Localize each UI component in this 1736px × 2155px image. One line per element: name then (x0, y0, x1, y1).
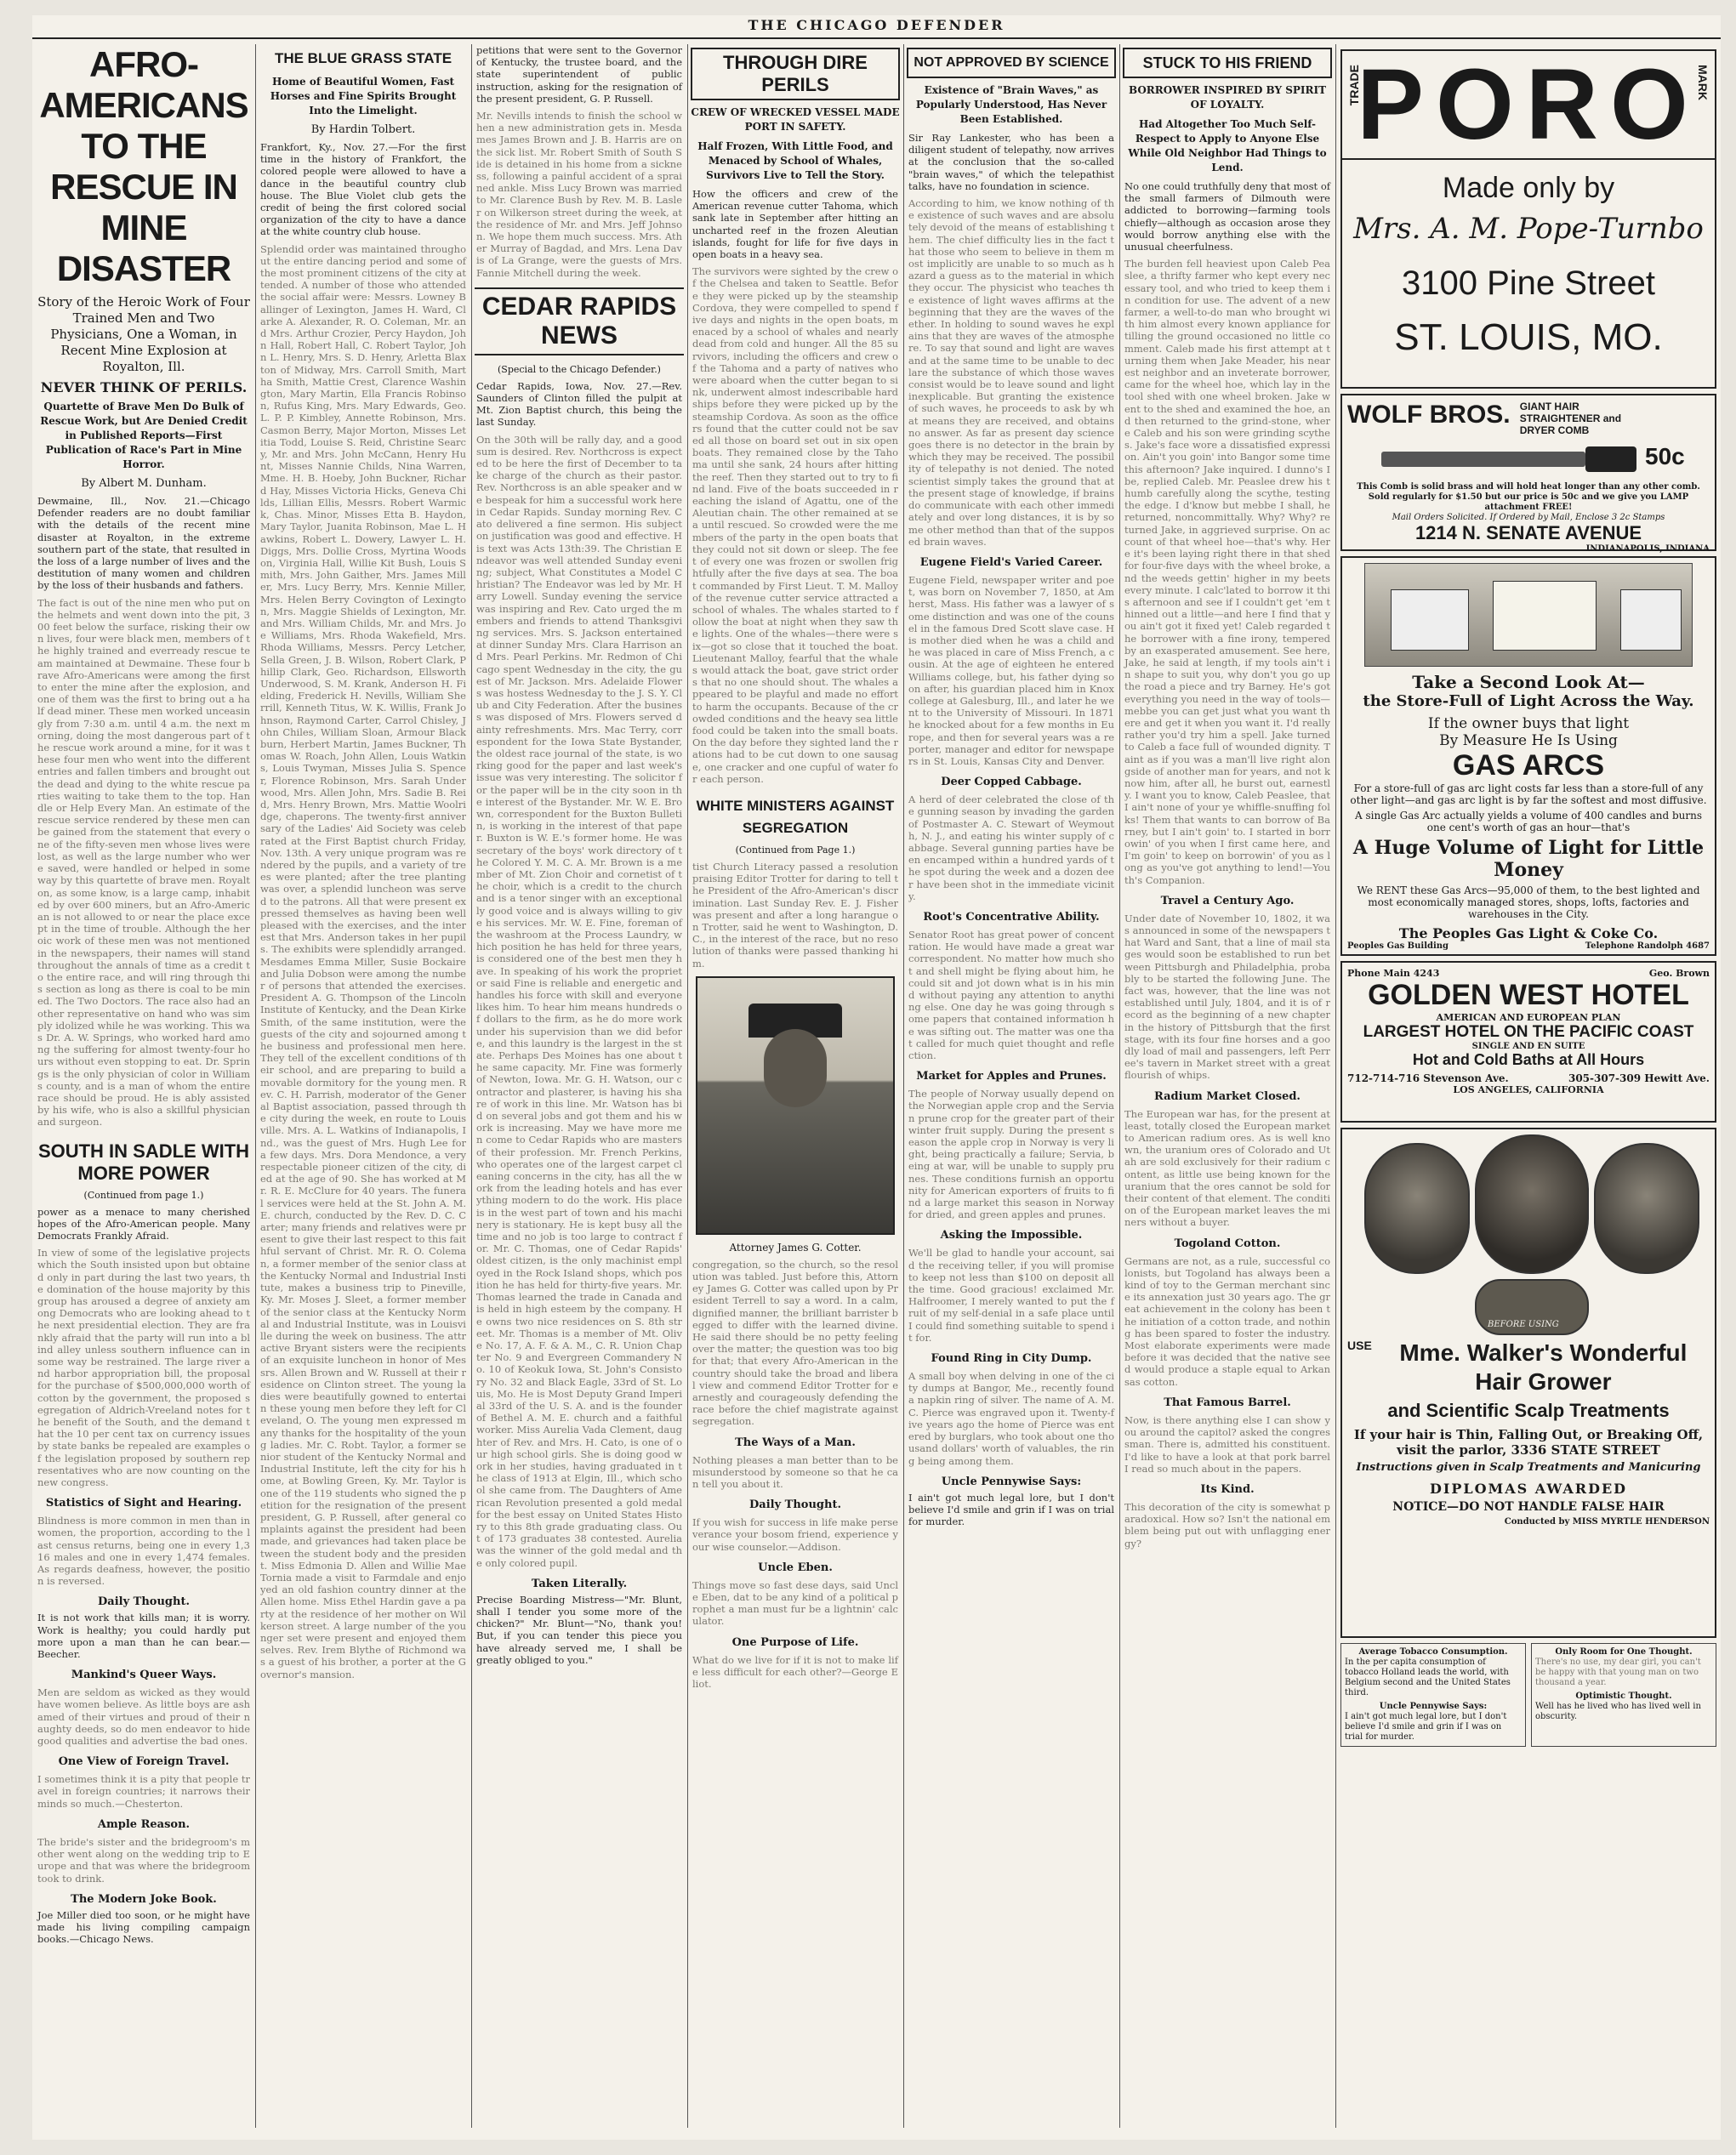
wolf-bros-name: WOLF BROS. (1347, 401, 1511, 429)
comb-illustration (1347, 440, 1710, 479)
headline-line-1: AFRO-AMERICANS (39, 44, 248, 125)
hotel-plan: AMERICAN AND EUROPEAN PLAN (1436, 1012, 1621, 1023)
hotel-name: GOLDEN WEST HOTEL (1368, 979, 1689, 1011)
daily-thought-heading: Daily Thought. (98, 1595, 190, 1609)
walker-title: Mme. Walker's Wonderful Hair Grower (1399, 1339, 1688, 1395)
masthead: THE CHICAGO DEFENDER (32, 15, 1721, 39)
root-text: Senator Root has great power of concentration. He would have made a great war correspondent. No matter how much shot and shell might be flying about him, he could sit and jot down what is in his mind without paying any attention to anything else. One day he was going through some papers that contained information he was sifting out. The matter was one that called for much quiet thought and reflection. (908, 928, 1114, 1062)
hotel-largest: LARGEST HOTEL ON THE PACIFIC COAST (1363, 1023, 1694, 1041)
uncle-eben-text: Things move so fast dese days, said Uncle Eben, dat to be any kind of a political prophet a man must fur be a lightnin' calculator. (692, 1578, 898, 1628)
hotel-address-1: 712-714-716 Stevenson Ave. (1347, 1072, 1509, 1084)
subhead: NEVER THINK OF PERILS. (40, 379, 248, 395)
dire-perils-deck: CREW OF WRECKED VESSEL MADE PORT IN SAFETY. (691, 106, 900, 133)
column-6 (1123, 44, 1332, 2128)
ads-bottom-shorts (1340, 1643, 1716, 1747)
trade-label: TRADE (1347, 65, 1361, 106)
hotel-phone: Phone Main 4243 (1347, 968, 1440, 979)
wolf-bros-ad (1340, 394, 1716, 554)
stuck-friend-subdeck: Had Altogether Too Much Self-Respect to Apply to Anyone Else While Old Neighbor Had Things to Lend. (1128, 118, 1327, 173)
gas-line-4: By Measure He Is Using (1439, 732, 1618, 749)
hotel-address-2: 305-307-309 Hewitt Ave. (1568, 1072, 1710, 1084)
cedar-rapids-headline: CEDAR RAPIDS NEWS (475, 287, 684, 355)
asking-impossible-text: We'll be glad to handle your account, said the receiving teller, if you will promise to keep not less than $100 on deposit all the time. Good gracious! exclaimed Mr. Halfroomer, I merely wanted to put the fruit of my self-denial in a safe place until I could find something suitable to spend it for. (908, 1247, 1114, 1344)
dire-perils-headline: THROUGH DIRE PERILS (691, 48, 900, 100)
asking-impossible-heading: Asking the Impossible. (940, 1229, 1083, 1242)
dire-perils-subdeck: Half Frozen, With Little Food, and Menaced by School of Whales, Survivors Live to Tell the Story. (697, 140, 893, 181)
stuck-friend-deck: BORROWER INSPIRED BY SPIRIT OF LOYALTY. (1128, 84, 1327, 111)
taken-literally-heading: Taken Literally. (531, 1577, 628, 1590)
walker-portraits (1347, 1134, 1710, 1339)
wolf-address: 1214 N. SENATE AVENUE (1414, 522, 1642, 543)
mark-label: MARK (1696, 65, 1710, 100)
petitions-body: Mr. Nevills intends to finish the school when a new administration gets in. Mesdames James Brown and J. B. Harris are on the sick list. Mr. Robert Smith of South Side is detained in his home from a sickness, following a painful accident of a sprained ankle. Miss Lucy Brown was married to Mr. Clarence Bush by Rev. M. B. Lasler on Wilkerson street during the week, at the residence of Mr. and Mrs. Jeff Johnson. We hope them much success. Mrs. Ather Murray of Bagdad, and Mrs. Lena Davis of La Grange, were the guests of Mrs. Fannie Mitchell during the week. (476, 110, 682, 279)
travel-century-text: Under date of November 10, 1802, it was announced in some of the newspapers that Ward and Sant, that a line of mail stages would soon be established to run between Pittsburgh and Philadelphia, probably to be started the following June. The fact was, however, that the line was not established until July, 1804, and it is of record as the beginning of a new chapter in the history of Pittsburgh that the first stage, with its four fine horses and a goodly load of mail and passengers, left Perree's tavern in Market street with a great flourish of whips. (1124, 912, 1330, 1082)
dire-perils-lead: How the officers and crew of the American revenue cutter Tahoma, which sank late in September after hitting an uncharted reef in the frozen Aleutian islands, fought for life for five days in open boats in a heavy sea. (692, 188, 898, 261)
gas-line-3: If the owner buys that light (1427, 715, 1630, 732)
daily-thought-2-heading: Daily Thought. (749, 1498, 841, 1512)
radium-text: The European war has, for the present at least, totally closed the European market to American radium ores. As is well known, the uranium ores of Colorado and Utah are sold exclusively for their radium content, as little use being known for the uranium that the ores cannot be sold for their content of that element. The condition of the European market leaves the miners without a buyer. (1124, 1107, 1330, 1229)
gas-building: Peoples Gas Building (1347, 941, 1449, 951)
section-2-note: (Continued from page 1.) (83, 1189, 204, 1201)
root-heading: Root's Concentrative Ability. (923, 910, 1100, 924)
science-headline: NOT APPROVED BY SCIENCE (907, 48, 1116, 78)
walker-conducted: Conducted by MISS MYRTLE HENDERSON (1504, 1517, 1710, 1527)
attorney-portrait-photo (696, 976, 895, 1235)
science-lead: Sir Ray Lankester, who has been a diligent student of telepathy, now arrives at the conclusion that the so-called "brain waves," of which the telepathist talks, have no foundation in science. (908, 132, 1114, 192)
tobacco-text: In the per capita consumption of tobacco Holland leads the world, with Belgium second and the United States third. (1345, 1657, 1511, 1697)
poro-street: 3100 Pine Street (1402, 264, 1655, 302)
article-lead: Dewmaine, Ill., Nov. 21.—Chicago Defender readers are no doubt familiar with the details of the recent mine disaster at Royalton, in the extreme southern part of the state, that resulted in the loss of a large number of lives and the destitution of many women and children by the loss of their husbands and fathers. (37, 495, 250, 592)
uncle-eben-heading: Uncle Eben. (758, 1561, 833, 1574)
wolf-orders: Mail Orders Solicited. If Ordered by Mail, Enclose 3 2c Stamps (1392, 513, 1665, 522)
poro-made-by: Made only by (1442, 172, 1615, 204)
section-2-lead: power as a menace to many cherished hopes of the Afro-American people. Many Democrats Frankly Afraid. (37, 1205, 250, 1242)
one-thought-heading: Only Room for One Thought. (1555, 1647, 1693, 1657)
gas-phone: Telephone Randolph 4687 (1585, 941, 1710, 951)
cedar-rapids-note: (Special to the Chicago Defender.) (498, 363, 661, 375)
wolf-bros-tag: GIANT HAIR STRAIGHTENER and DRYER COMB (1519, 401, 1622, 436)
optimistic-text: Well has he lived who has lived well in obscurity. (1535, 1702, 1701, 1721)
photo-caption: Attorney James G. Cotter. (729, 1241, 862, 1254)
ways-of-man-heading: The Ways of a Man. (735, 1436, 856, 1449)
ring-dump-text: A small boy when delving in one of the city dumps at Bangor, Me., recently found a napkin ring of silver. The name of A. M. C. Pierce was engraved upon it. Twenty-five years ago the home of Pierce was entered by burglars, who took about one thousand dollars' worth of valuables, the ring being among them. (908, 1370, 1114, 1467)
cedar-rapids-body: On the 30th will be rally day, and a good sum is desired. Rev. Northcross is expected to be here the first of December to take charge of the church as their pastor. Rev. Northcross is an able speaker and we bespeak for him a successful work here in Cedar Rapids. Sunday morning Rev. Cato delivered a fine sermon. His subject on justification was good and effective. His text was Acts 13th:39. The Christian Endeavor was well attended Sunday evening; subject, What Constitutes a Model Christian? The Endeavor was led by Mr. Harry Lowell. Sunday evening the service was inspiring and Rev. Cato urged the members and friends to attend Thanksgiving services. Mrs. S. Jackson entertained at dinner Sunday Mrs. Clara Harrison and Mrs. Pearl Perkins. Mr. Redmon of Chicago spent Wednesday in the city, the guest of Mr. Jackson. Mrs. Adelaide Flowers was hostess Wednesday to the J. S. Y. Club and City Federation. After the business was disposed of Mrs. Flowers served dainty refreshments. Mrs. Mac Terry, correspondent for the Iowa State Bystander, the oldest race journal of the state, is working good for the paper and last week's issue was very interesting. The solicitor for the paper will be in the city soon in the interest of the Bystander. Mr. W. E. Brown, correspondent for the Buxton Bulletin, is working in the interest of that paper. Buxton is W. E.'s former home. He was secretary of the boys' work directory of the Colored Y. M. C. A. Mr. Brown is a member of Mt. Zion Choir and cornetist of the choir, which is a credit to the church and is a tenor singer with an exceptionally good voice and is always willing to give his services. Mr. W. E. Fine, foreman of the washroom at the Process Laundry, which position he has held for three years, is considered one of the best men they have. In speaking of his work the proprietor said Fine is reliable and energetic and handles his force with skill and everyone likes him. To hear him means hundreds of dollars to the firm, as he do more work under his supervision than we did before, and this laundry is the largest in the state. Perhaps Des Moines has one about the same capacity. Mr. Fine was formerly of Newton, Iowa. Mr. G. H. Watson, our contractor and plasterer, is having his share of work in this line. Mr. Watson has bid on several jobs and got them and his work is increasing. May we have more men come to Cedar Rapids who are masters of their profession. Mr. French Perkins, who operates one of the largest carpet cleaning concerns in the city, has all the work from the leading hotels and has everything modern to do the work. His place is in the west part of town and his machinery is stationary. He is kept busy all the time and no job is too large to contract for. Mr. C. Thomas, one of Cedar Rapids' oldest citizen, is the only machinist employed in the Rock Island shops, which position he has held for thirty-five years. Mr. Thomas learned the trade in Canada and is held in high esteem by the company. He owns two nice residences on S. 8th street. Mr. Thomas is a member of Mt. Olive No. 17, A. F. & A. M., C. R. Union Chapter No. 9 and Evergreen Commandery No. 10 of Keokuk Iowa, St. John's Consistory No. 32 and Black Eagle, 33rd of St. Louis, Mo. He is Most Deputy Grand Imperial 33rd of the U. S. A. and is the founder of Bethel A. M. E. church and a faithful worker. Miss Aurelia Vada Clement, daughter of Rev. and Mrs. H. Cato, is one of our high school girls. She is doing good work in her studies, having graduated in the class of 1913 at Elgin, Ill., which school she came from. The Daughters of American Revolution presented a gold medal for the best essay on United States History to this 8th grade graduating class. Out of 173 graduates 38 contested. Aurelia was the winner of the gold medal and the only colored pupil. (476, 433, 682, 1569)
one-thought-text: There's no use, my dear girl, you can't be happy with that young man on two thousand a year. (1535, 1657, 1701, 1687)
science-deck: Existence of "Brain Waves," as Popularly Understood, Has Never Been Established. (915, 84, 1107, 125)
segregation-headline: WHITE MINISTERS AGAINST SEGREGATION (696, 797, 895, 836)
mme-walker-ad (1340, 1128, 1716, 1638)
poro-signature: Mrs. A. M. Pope-Turnbo (1353, 212, 1704, 246)
stuck-friend-lead: No one could truthfully deny that most of the small farmers of Dilmouth were addicted to borrowing—farming tools chiefly—although as occasion arose they would borrow anything else with the unusual cheerfulness. (1124, 180, 1330, 253)
portrait-face (764, 1029, 827, 1107)
storefront-illustration (1364, 563, 1693, 667)
column-2 (259, 44, 468, 2128)
its-kind-text: This decoration of the city is somewhat paradoxical. How so? Isn't the national emblem being put out with unflagging energy? (1124, 1500, 1330, 1549)
walker-instructions: Instructions given in Scalp Treatments and Manicuring (1356, 1461, 1701, 1474)
bluegrass-headline: THE BLUE GRASS STATE (274, 50, 452, 66)
cedar-rapids-lead: Cedar Rapids, Iowa, Nov. 27.—Rev. Saunders of Clinton filled the pulpit at Mt. Zion Baptist church, this being the last Sunday. (476, 379, 682, 429)
byline: By Albert M. Dunham. (81, 477, 207, 490)
article-body-text: The fact is out of the nine men who put on the helmets and went down into the pit, 300 feet below the surface, risking their own lives, four were black men, members of the highly trained and everready rescue team maintained at Dewmaine. These four brave Afro-Americans were among the first to enter the mine after the explosion, and one of them was the first to bring out a half dead miner. These men worked unceasingly from 7:30 a.m. until 4 a.m. the next morning, doing the most dangerous part of the rescue work around a mine, for it was these four men who went into the different entries and fallen timbers and brought out the dead and dying to the white rescue parties waiting to take them to the top. Handle or Help Every Man. An estimate of the rescue service rendered by these men can be gained from the statement that every one of the fifty-seven men whose lives were lost, as well as the large number who were saved, were handled or helped in some way by this quartette of brave men. Royalton, as some know, is a large camp, inhabited by over 600 miners, but an Afro-American is not allowed to or near the place except in the time of trouble. Although the heroic work of these men was not mentioned in the newspapers, their names will stand throughout the annals of time as a credit to the entire race, and will ring through this section as long as there is coal to be mined. The Two Doctors. The race also had another representative on hand who was simply idolized while he was working. This was Dr. A. W. Springs, who worked hard among the suffering for almost twenty-four hours without even stopping to eat. Dr. Springs is the only physician of color in Williams county, and is a man of whom the entire race should be proud. He is ably assisted by his wife, who is also a skillful physician and surgeon. (37, 596, 250, 1129)
daily-thought-text: It is not work that kills man; it is worry. Work is healthy; you could hardly put more upon a man than he can bear.—Beecher. (37, 1612, 250, 1661)
section-2-body: In view of some of the legislative projects which the South insisted upon but obtained only in part during the last two years, the domination of the house majority by this group has aroused a degree of anxiety among Democrats who are looking ahead to the next presidential election. They are frankly afraid that the party will run into a blind alley unless southern influence can in some way be restrained. The large river and harbor appropriation bill, the proposal for the purchase of $500,000,000 worth of cotton by the government, the proposed segregation of Aldrich-Vreeland notes for the benefit of the South, and the demand that the 10 per cent tax on currency issues by state banks be repealed are examples of the legislation proposed by southern representatives who are now counting on the new congress. (37, 1247, 250, 1489)
segregation-body: tist Church Literacy passed a resolution praising Editor Trotter for daring to tell the President of the Afro-American's discrimination. Last Sunday Rev. E. J. Fisher was present and after a long harangue on Trotter, said he went to Washington, D. C., in the interest of the race, but no resolution of thanks were passed thanking him. (692, 860, 898, 969)
famous-barrel-text: Now, is there anything else I can show you around the capitol? asked the congressman. There is, admitted his constituent. I'd like to have a look at that pork barrel I read so much about in the papers. (1124, 1413, 1330, 1475)
walker-diplomas: DIPLOMAS AWARDED (1429, 1481, 1628, 1497)
comb-price: 50c (1645, 443, 1685, 469)
radium-heading: Radium Market Closed. (1154, 1089, 1301, 1103)
apples-prunes-heading: Market for Apples and Prunes. (916, 1070, 1107, 1083)
bluegrass-deck: Home of Beautiful Women, Fast Horses and Fine Spirits Brought Into the Limelight. (270, 76, 457, 117)
eugene-field-text: Eugene Field, newspaper writer and poet, was born on November 7, 1850, at Amherst, Mass. His father was a lawyer of some distinction and was one of the counsel in the famous Dred Scott slave case. His mother died when he was a child and he was placed in care of Miss French, a cousin. At the age of eighteen he entered Williams college, but, his father dying soon after, his guardian placed him in Knox college at Galesburg, Ill., and later he went to the University of Missouri. In 1871 he knocked about for a few months in Europe, and then for several years was a reporter, manager and editor for newspapers in St. Louis, Kansas City and Denver. (908, 573, 1114, 767)
optimistic-heading: Optimistic Thought. (1575, 1692, 1672, 1701)
column-3 (475, 44, 684, 2128)
headline-line-3: MINE DISASTER (56, 208, 231, 288)
deer-cabbage-heading: Deer Copped Cabbage. (941, 776, 1082, 789)
dire-perils-body: The survivors were sighted by the crew of the Chelsea and taken to Seattle. Before they were picked up by the steamship Cordova, they were compelled to spend five days and nights in the open boats, menaced by a school of whales and nearly dead from cold and hunger. All the 85 survivors, including the officers and crew of the Tahoma and a party of natives who were aboard when the cutter began to sink, underwent almost indescribable hardships before they were picked up by the steamship Cordova. As soon as the officers found that the cutter could not be saved all those on board set out in six open boats. They remained close by the Tahoma until she sank, 24 hours after hitting the reef. Then they started out to try to find land. Five of the boats succeeded in reaching the island of Agattu, one of the Aleutian chain. The other remained at sea until rescued. So crowded were the members of the party in the open boats that they could not sit down or sleep. The feet of every one was frozen or swollen frightfully after the five days at sea. The boat commanded by First Lieut. T. M. Malloy of the revenue cutter service attracted a school of whales. The whales started to follow the boat at night when they saw the lights. One of the whales—there were six—got so close that it touched the boat. Lieutenant Malloy, fearful that the whales would attack the boat, gave strict orders that no one should shout. The whales appeared to be playful and made no effort to harm the occupants. Because of the crowded conditions and the heavy sea little food could be taken into the small boats. On the day before they sighted land the rations had to be cut down to one sausage, one cracker and one cupful of water for each person. (692, 265, 898, 785)
column-5 (907, 44, 1116, 2128)
hotel-suite: SINGLE AND EN SUITE (1471, 1042, 1585, 1051)
section-2-headline: SOUTH IN SADLE WITH MORE POWER (37, 1140, 250, 1184)
joke-book-text: Joe Miller died too soon, or he might have made his living compiling campaign books.—Chicago News. (37, 1908, 250, 1946)
column-1 (36, 44, 252, 2128)
joke-book-heading: The Modern Joke Book. (71, 1892, 217, 1906)
newspaper-page (32, 15, 1721, 2140)
mankind-heading: Mankind's Queer Ways. (71, 1669, 217, 1682)
science-body: According to him, we know nothing of the existence of such waves and are absolutely devoid of the means of establishing them. The chief difficulty lies in the fact that those who seem to believe in them most implicitly are unable to so much as hazard a guess as to the material in which they occur. The physicist who teaches the existence of light waves affirms at the beginning that they are the waves of the ether. In holding to sound waves he explains that they are waves of the atmosphere. To say that sound and light are waves and at the same time to be unable to declare the substance of which those waves consist would be to leave sound and light inexplicable. But granting the existence of such waves, he proceeds to ask by what means they are received, and obtains no answer. As far as present day science goes there is no detector in the brain by which they may be received. The possibility of telepathy is not denied. The noted scientist simply takes the ground that at the present stage of knowledge, if brains do communicate with each other immediately and over long distances, it is by some other method than that of the supposed brain waves. (908, 197, 1114, 548)
mankind-text: Men are seldom as wicked as they would have women believe. As little boys are ashamed of their virtues and proud of their naughty deeds, so do men endeavor to hide good qualities and advertise the bad ones. (37, 1686, 250, 1748)
stuck-friend-body: The burden fell heaviest upon Caleb Peaslee, a thrifty farmer who kept every necessary tool, and who tried to keep them in condition for use. The advent of a new farmer, a well-to-do man who brought with him almost every known appliance for tilling the ground occasioned no little comment. Caleb made his first attempt at turning them when Jake Meader, his nearest neighbor and an inveterate borrower, came for the wheel hoe, which lay in the tool shed with one wheel broken. Jake went to the shed and examined the hoe, and then returned to the grind-stone, where Caleb and his son were grinding scythes. Jake's face wore a dissatisfied expression. Ain't you goin' into Bangor some time this afternoon? Jake inquired. I dunno's I be, replied Caleb. Mr. Peaslee drew his thumb carefully along the scythe, testing the edge. I d'know but mebbe I shall, he returned, noncommittally. Why? Why? returned Jake, in aggrieved surprise. On account of that wheel hoe—that's why. Here it's been laying right there in that shed for four-five days with the wheel broke, and the weeds gettin' higher in my beets every minute. I calc'lated to borrow it this afternoon and see if I couldn't get 'em thinned out a little—and here I find that you ain't got it fixed yet! Caleb regarded the borrower with a fine irony, tempered by an exasperated amusement. See here, Jake, he said at length, if my tools ain't in shape to suit you, why don't you go up the road a piece and try Barney. He's got everything you need in the way of tools—mebbe you can get just what you want there and get it when you want it. I'd really rather you'd try him a spell. Jake turned to Caleb a face full of wounded dignity. Taint as if you was a man'll live right alongside of another man for years, and not know him, after all, he burst out, earnestly. I want you to know, Caleb Peaslee, that I ain't none of your ye whiffle-snuffing folks! Them that wants to can borrow of Barney, but I ain't goin' to. I started in borrowin' of you when I first came here, and I'm goin' to keep on borrowin' of you as long as you've got anything to lend!—Youth's Companion. (1124, 258, 1330, 886)
hotel-city: LOS ANGELES, CALIFORNIA (1453, 1084, 1604, 1095)
foreign-travel-heading: One View of Foreign Travel. (58, 1755, 230, 1769)
bluegrass-lead: Frankfort, Ky., Nov. 27.—For the first time in the history of Frankfort, the colored people were allowed to have a dance in the beautiful country club house. The Blue Violet club gets the credit of being the first colored social organization of the city to have a dance at the white country club house. (260, 141, 466, 238)
gas-copy: For a store-full of gas arc light costs far less than a store-full of any other light—and gas arc light is by far the softest and most diffusive. (1350, 782, 1707, 806)
gas-line-2: the Store-Full of Light Across the Way. (1363, 692, 1694, 710)
uncle-pennywise-2-text: I ain't got much legal lore, but I don't believe I'd smile and grin if I was on trial for murder. (1345, 1712, 1507, 1742)
wolf-city: INDIANAPOLIS, INDIANA (1585, 544, 1710, 554)
foreign-travel-text: I sometimes think it is a pity that people travel in foreign countries; it narrows their minds so much.—Chesterton. (37, 1773, 250, 1810)
bluegrass-body: Splendid order was maintained throughout the entire dancing period and some of the most prominent citizens of the city attended. A number of those who attended the social affair were: Messrs. Lowney Ballinger of Lexington, James H. Ward, Clarke A. Alexander, R. O. Coleman, Mr. and Mrs. Arthur Crozier, Percy Haydon, John Hall, Robert Hall, C. Robert Taylor, John L. Henry, Mrs. S. D. Henry, Arletta Blaxton of Midway, Mrs. Carroll Smith, Martha Smith, Mattie Crest, Clarence Washington, Mary Martin, Ella Francis Robinson, Rufus King, Mrs. Mary Edwards, Geo. L. P. P. Kimbley, Annette Robinson, Mrs. Casmon Berry, Major Morton, Misses Letitia Todd, Louise S. Reid, Christine Searcy, Mr. and Mrs. John McCann, Henry Hunt, Misses Nannie Childs, Nina Warren, Mme. H. B. Hoeby, John Buckner, Richard Hay, Misses Victoria Hicks, Geneva Childs, Lillian Ellis, Messrs. Robert Warmick, Chas. Minor, Misses Etta B. Haydon, Mary Taylor, Juanita Robinson, Mae L. Hawkins, Robert L. Dowery, Lawyer L. H. Diggs, Mrs. Dollie Cross, Myrtina Woodson, Virginia Hall, Willie Kit Bush, Louis Smith, Mrs. John Gaither, Mrs. James Miller, Mrs. Lucy Berry, Mrs. Kennie Miller, Mrs. Helen Berry Covington of Lexington, Mrs. Maggie Shields of Lexington, Mr. and Mrs. William Childs, Mr. and Mrs. Joe Williams, Mrs. Rhoda Wakefield, Mrs. Rhoda Williams, Messrs. Percy Letcher, Sella Green, J. B. Wilson, Robert Clark, Phillip Clark, Geo. Richardson, Ellsworth Underwood, S. M. Krank, Anderson H. Fielding, Frederick H. Nevills, William Sherrill, Kenneth Titus, W. K. Willis, Frank Johnson, Raymond Carter, Carrol Chisley, John Chiles, William Sloan, Armour Blackburn, Herbert Martin, James Buckner, Thomas W. Roach, John Allen, Louis Watkins, Louis Twyman, Misses Julia S. Spencer, Florence Robinson, Mrs. Sarah Underwood, Mrs. Allen John, Mrs. Sadie B. Reid, Mrs. Henry Brown, Mrs. Mattie Woolridge, chaperons. The twenty-first anniversary of the Ladies' Aid Society was celebrated at the First Baptist church Friday, Nov. 13th. A very unique program was rendered by the pupils, and a variety of trees were planted; after the tree planting was over, a splendid luncheon was served to the patrons. All that were present expressed themselves as having been well pleased with the exercises, and the interest that Mrs. Anderson takes in her pupils. The exhibits were splendidly arranged. Mesdames Emma Miller, Susie Bockaire and Julia Dobson were among the number of persons that attended the exercises. President A. G. Thompson of the Lincoln Institute of Kentucky, and the Dean Kirke Smith, of the same institution, were the guests of the city and sojourned among the business and professional men here. They tell of the excellent conditions of their school, and are preparing to build a movable dormitory for the young men. Rev. C. H. Parrish, moderator of the General Baptist association, passed through the city during the week, en route to Louisville. Mrs. A. L. Watkins of Indianapolis, Ind., was the guest of Mrs. Hugh Lee for a few days. Mrs. Dora Mendonce, a very respectable pioneer citizen of the city, died at the age of 90. She has worked at Mr. R. E. McClure for 40 years. The funeral services were held at the St. John A. M. E. church, conducted by the Rev. D. C. Carter; many friends and relatives were present to give their last respect to this faithful servant of Christ. Mr. R. O. Coleman, a former member of the senior class at the Kentucky Normal and Industrial Institute, makes a business trip to Pineville, Ky. Mr. Moses J. Sleet, a former member of the senior class at the Kentucky Normal and Industrial Institute, was in Louisville during the week on business. The attractive Bryant sisters were the recipients of an exquisite luncheon in honor of Messrs. Allen Brown and W. Russell at their residence on Clinton street. The young ladies were beautifully gowned to entertain these young men before they left for Cleveland, O. The young men expressed many thanks for the hospitality of the young ladies. Mr. C. Robt. Taylor, a former senior student of the Kentucky Normal and Industrial Institute, left the city for his home, at Bowling Green, Ky. Mr. Taylor is one of the 119 students who signed the petition for the resignation of the present president, G. P. Russell, after general complaints against the president had been made, and grievances had taken place between the student body and the president. Miss Edmonia D. Allen and Willie Mae Tornia made a visit to Farmdale and enjoyed an old fashion country dinner at the Allen home. Miss Ethel Hardin gave a party at the residence of her mother on Wilkerson street. A large number of the younger set were present and enjoyed themselves. Rev. Irem Blythe of Richmond was a guest of his brother, a porter at the Governor's mansion. (260, 242, 466, 1680)
ample-reason-heading: Ample Reason. (97, 1817, 191, 1831)
cotter-body: congregation, so the church, so the resolution was tabled. Just before this, Attorney James G. Cotter was called upon by President Terrell to say a word. In a calm, dignified manner, the brilliant barrister begged to differ with the learned divine. He said there should be no petty feeling over the matter; the question was too big for that; that every Afro-American in the country should take the broad and liberal view and commend Editor Trotter for earnestly and courageously defending the race before the chief magistrate against segregation. (692, 1258, 898, 1428)
walker-title-2: and Scientific Scalp Treatments (1387, 1400, 1670, 1421)
column-4 (691, 44, 900, 2128)
gas-arcs-title: GAS ARCS (1452, 749, 1605, 782)
golden-west-hotel-ad (1340, 961, 1716, 1123)
subdeck: Quartette of Brave Men Do Bulk of Rescue Work, but Are Denied Credit in Published Reports—First Publication of Race's Part in Mine Horror. (40, 401, 248, 470)
ample-reason-text: The bride's sister and the bridegroom's mother went along on the wedding trip to Europe and that was where the bridegroom took to drink. (37, 1835, 250, 1885)
ring-dump-heading: Found Ring in City Dump. (931, 1352, 1092, 1366)
wolf-note: This Comb is solid brass and will hold heat longer than any other comb. Sold regularly for $1.50 but our price is 50c and we give you LAMP attachment FREE! (1357, 482, 1700, 512)
statistics-text: Blindness is more common in men than in women, the proportion, according to the last census returns, being one in every 1,316 males and one in every 1,474 females. As regards deafness, however, the position is reversed. (37, 1515, 250, 1588)
ways-of-man-text: Nothing pleases a man better than to be misunderstood by someone so that he can tell you about it. (692, 1453, 898, 1491)
bluegrass-byline: By Hardin Tolbert. (310, 123, 416, 136)
walker-use: USE (1347, 1339, 1372, 1352)
petitions-text: petitions that were sent to the Governor of Kentucky, the trustee board, and the state superintendent of public instruction, asking for the resignation of the present president, G. P. Russell. (476, 44, 682, 105)
ads-column (1339, 44, 1718, 2128)
uncle-pennywise-2-heading: Uncle Pennywise Says: (1379, 1702, 1488, 1711)
hotel-baths: Hot and Cold Baths at All Hours (1412, 1051, 1645, 1068)
daily-thought-2-text: If you wish for success in life make perseverance your bosom friend, experience your wise counselor.—Addison. (692, 1516, 898, 1553)
togoland-heading: Togoland Cotton. (1174, 1237, 1281, 1250)
gas-company: The Peoples Gas Light & Coke Co. (1398, 925, 1659, 941)
famous-barrel-heading: That Famous Barrel. (1164, 1396, 1291, 1409)
segregation-note: (Continued from Page 1.) (735, 844, 856, 856)
uncle-pennywise-heading: Uncle Pennywise Says: (941, 1475, 1082, 1488)
togoland-text: Germans are not, as a rule, successful colonists, but Togoland has always been a kind of toy to the German merchant since its annexation just 30 years ago. The great achievement in the colony has been the initiation of a cotton trade, and nothing has been spared to foster the industry. Most elaborate experiments were made before it was decided that the native seed would produce a staple equal to Arkansas cotton. (1124, 1254, 1330, 1388)
before-using-label: BEFORE USING (1488, 1320, 1559, 1329)
gas-line-1: Take a Second Look At— (1412, 672, 1645, 692)
apples-prunes-text: The people of Norway usually depend on the Norwegian apple crop and the Servian prune crop for the greater part of their winter fruit supply. During the present season the apple crop in Norway is very light, being practically a failure; Servia, being at war, will be unable to supply prunes. These conditions furnish an opportunity for American exporters of fruits to find a large market this season in Norway for dried, and green apples and prunes. (908, 1088, 1114, 1221)
tobacco-heading: Average Tobacco Consumption. (1358, 1647, 1508, 1657)
gas-arcs-ad (1340, 556, 1716, 956)
its-kind-heading: Its Kind. (1200, 1482, 1255, 1496)
stuck-friend-headline: STUCK TO HIS FRIEND (1123, 48, 1332, 78)
statistics-heading: Statistics of Sight and Hearing. (45, 1497, 242, 1510)
gas-copy-2: A single Gas Arc actually yields a volume of 400 candles and burns one cent's worth of gas an hour—that's (1355, 810, 1702, 833)
eugene-field-heading: Eugene Field's Varied Career. (919, 555, 1103, 569)
deer-cabbage-text: A herd of deer celebrated the close of the gunning season by invading the garden of Postmaster A. C. Stewart of Weymouth, N. J., and eating his winter supply of cabbage. Several gunning parties have been encamped within a hundred yards of the spot during the week and a dozen deer have been shot in the immediate vicinity. (908, 793, 1114, 902)
gas-big: A Huge Volume of Light for Little Money (1352, 837, 1705, 881)
gas-copy-3: We RENT these Gas Arcs—95,000 of them, to the best lighted and most economically managed stores, shops, lofts, factories and warehouses in the City. (1357, 884, 1700, 920)
purpose-of-life-heading: One Purpose of Life. (731, 1635, 859, 1649)
purpose-of-life-text: What do we live for if it is not to make life less difficult for each other?—George Eliot. (692, 1653, 898, 1691)
walker-notice: NOTICE—DO NOT HANDLE FALSE HAIR (1392, 1500, 1665, 1514)
travel-century-heading: Travel a Century Ago. (1160, 894, 1295, 907)
taken-literally-text: Precise Boarding Mistress—"Mr. Blunt, shall I tender you some more of the chicken?" Mr. Blunt—"No, thank you! But, if you can tender this piece you have already served me, I shall be greatly obliged to you." (476, 1593, 682, 1666)
deck: Story of the Heroic Work of Four Trained Men and Two Physicians, One a Woman, in Recent Mine Explosion at Royalton, Ill. (37, 294, 250, 374)
headline-line-2: TO THE RESCUE IN (50, 126, 237, 207)
poro-title: PORO (1342, 51, 1715, 160)
walker-line: If your hair is Thin, Falling Out, or Breaking Off, visit the parlor, 3336 STATE STREET (1353, 1427, 1704, 1458)
hotel-owner: Geo. Brown (1648, 968, 1710, 979)
poro-ad (1340, 49, 1716, 389)
uncle-pennywise-text: I ain't got much legal lore, but I don't believe I'd smile and grin if I was on trial for murder. (908, 1491, 1114, 1528)
poro-city: ST. LOUIS, MO. (1394, 316, 1663, 358)
